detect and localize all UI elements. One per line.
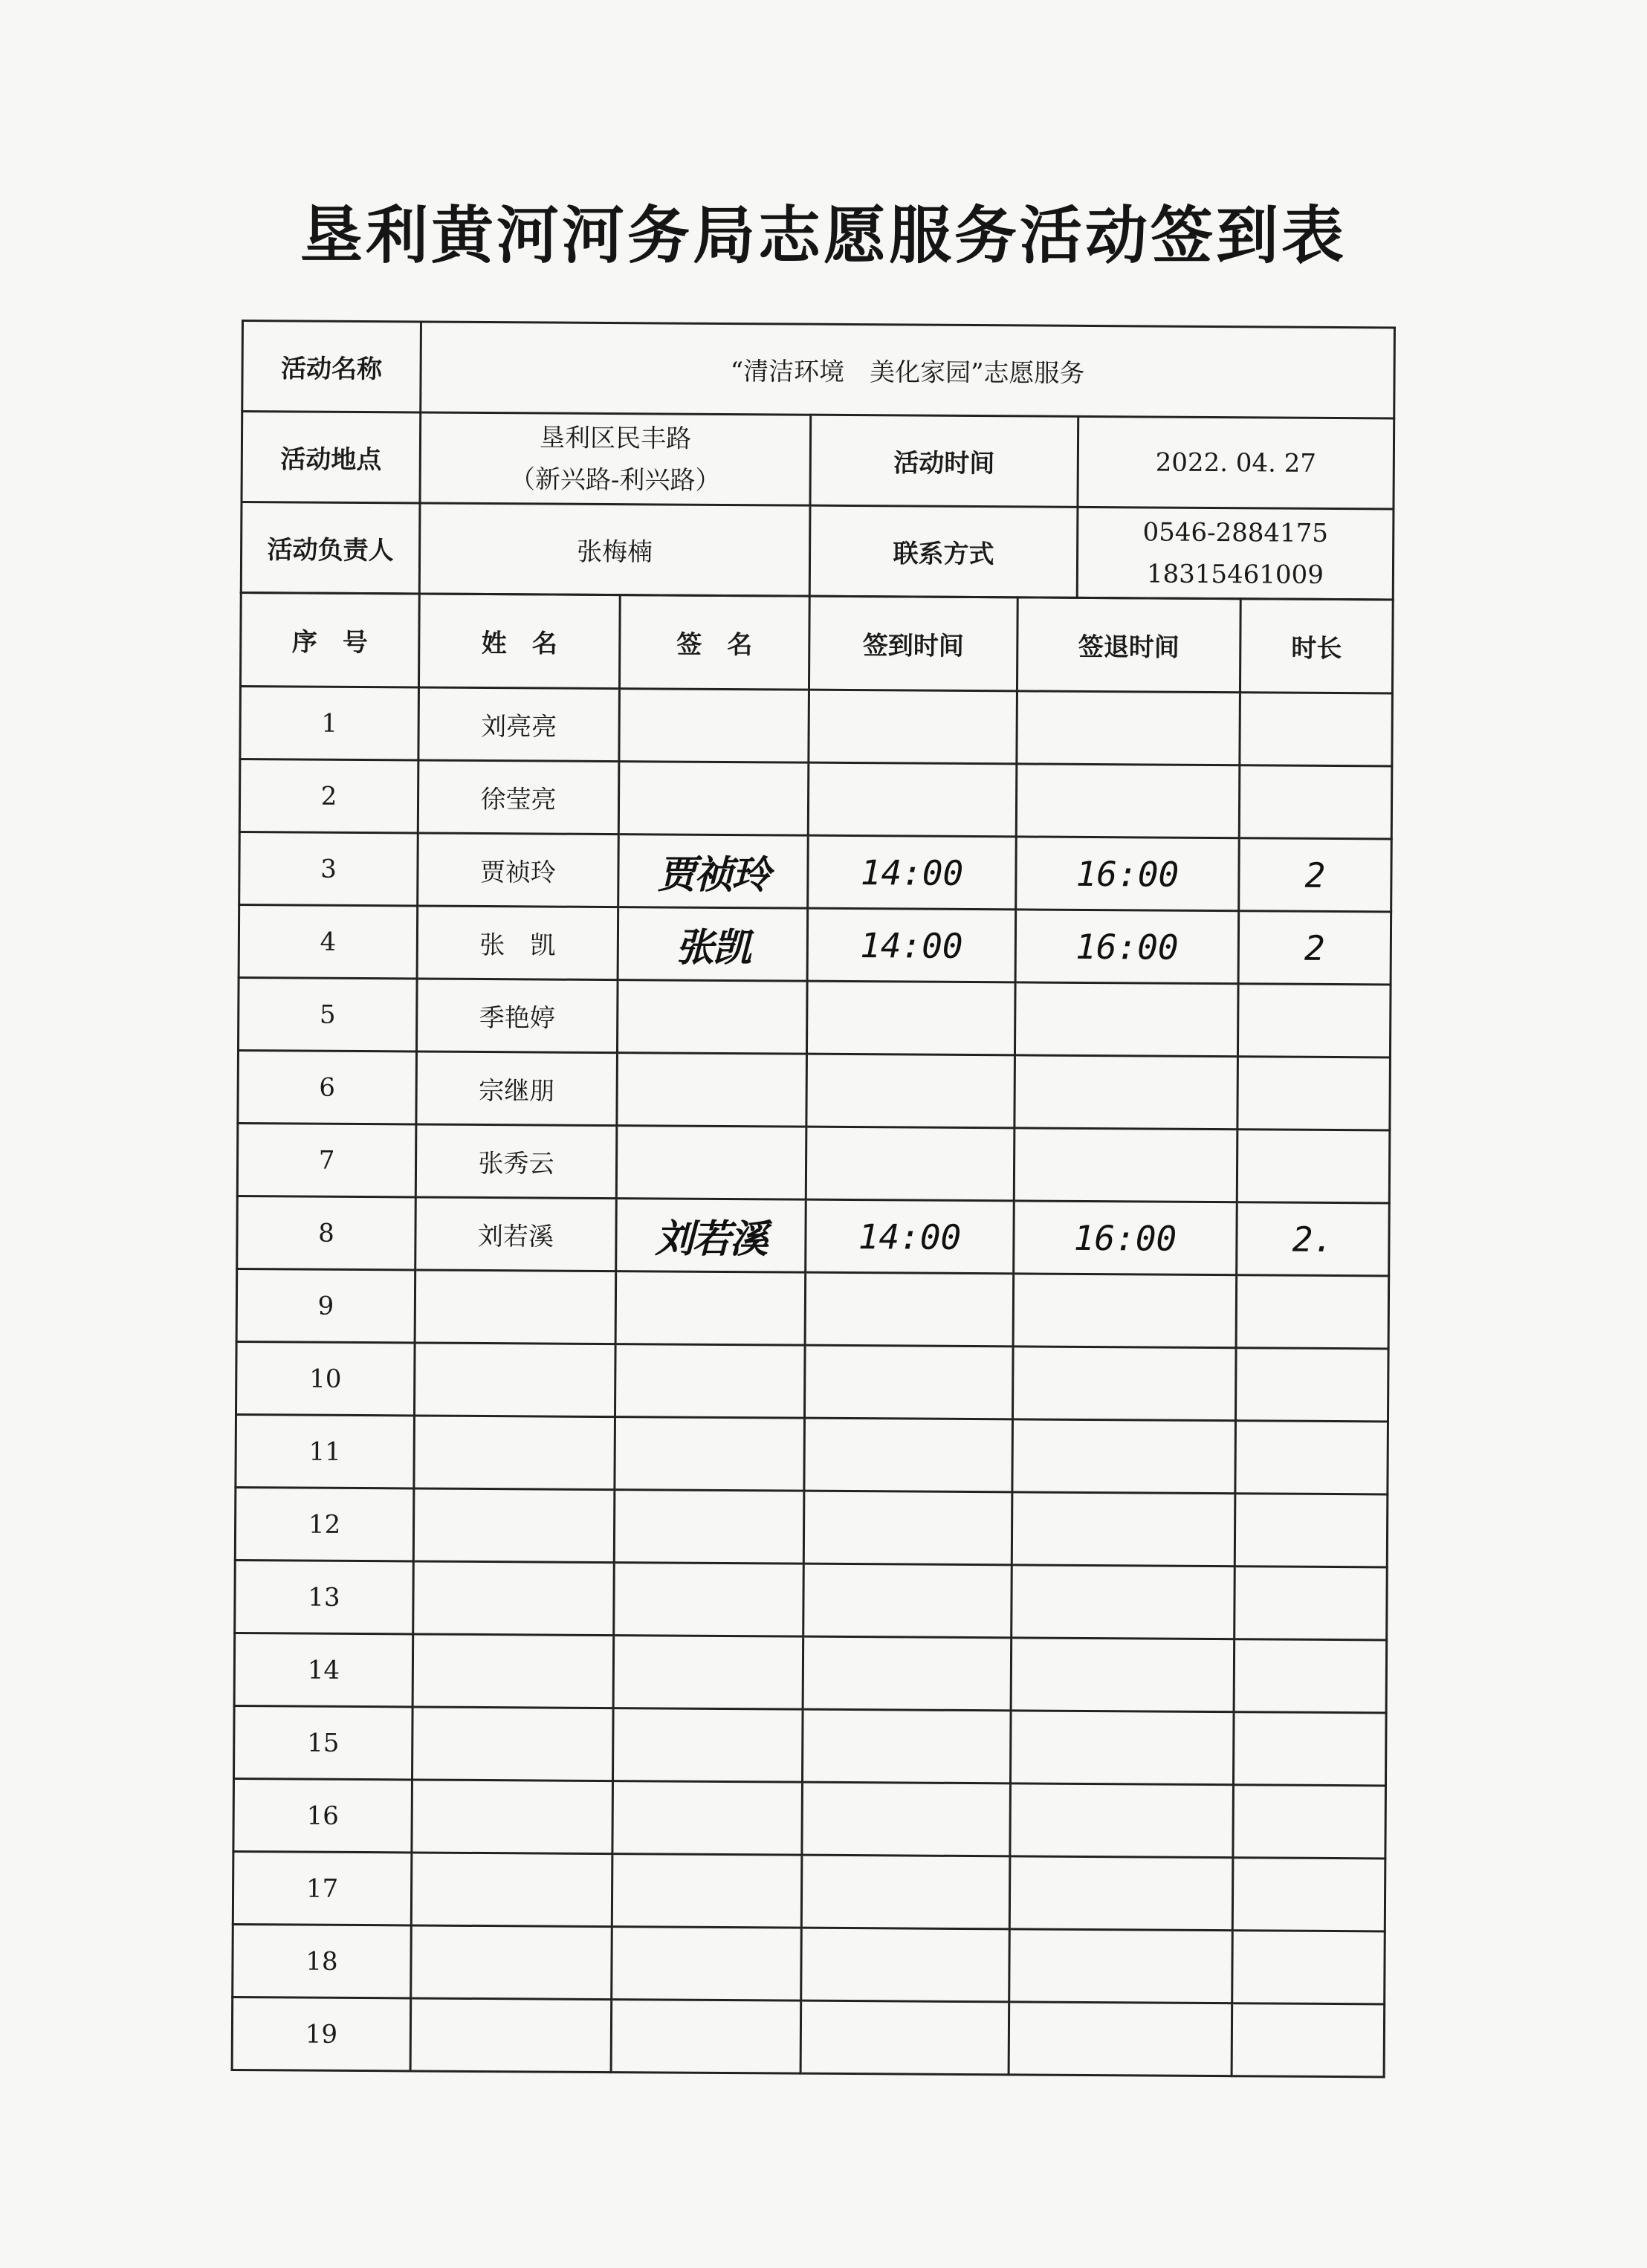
duration-cell — [1239, 765, 1392, 839]
col-header-checkout: 签退时间 — [1017, 597, 1240, 693]
contact-phone-2: 18315461009 — [1146, 558, 1324, 590]
table-row — [236, 1341, 1388, 1421]
attendance-header-row — [240, 593, 1393, 693]
checkout-time-cell — [1011, 1638, 1235, 1712]
name-cell: 季艳婷 — [416, 979, 618, 1053]
signature-cell — [614, 1563, 804, 1637]
checkout-time-cell — [1014, 1128, 1237, 1202]
checkout-time-cell — [1009, 2002, 1232, 2076]
signature-cell — [613, 1636, 803, 1710]
activity-time-value: 2022. 04. 27 — [1078, 416, 1394, 509]
col-header-name: 姓 名 — [418, 594, 620, 689]
checkin-time-cell — [806, 981, 1015, 1055]
signature-cell — [611, 2000, 801, 2074]
name-cell: 宗继朋 — [416, 1052, 618, 1126]
name-cell: 刘亮亮 — [418, 687, 620, 762]
table-row — [239, 759, 1392, 838]
activity-place-row — [242, 412, 1394, 509]
duration-cell — [1234, 1639, 1387, 1713]
checkin-time-cell — [809, 690, 1017, 764]
checkin-time-cell — [802, 1709, 1011, 1783]
signature-cell — [615, 1417, 805, 1491]
name-cell: 张秀云 — [415, 1124, 617, 1199]
checkout-time-cell — [1015, 982, 1238, 1057]
duration-cell — [1237, 984, 1391, 1057]
table-row — [238, 1050, 1391, 1130]
table-row — [236, 1414, 1388, 1494]
name-cell — [411, 1853, 612, 1927]
contact-phone-1: 0546-2884175 — [1142, 516, 1329, 548]
signature-cell — [617, 980, 807, 1054]
name-cell — [411, 1925, 612, 2000]
activity-place-value — [420, 412, 811, 505]
checkout-time-cell — [1017, 691, 1240, 765]
duration-cell — [1237, 1130, 1390, 1203]
row-number-cell: 3 — [239, 832, 418, 905]
checkout-time-cell — [1010, 1711, 1234, 1785]
checkout-time-cell — [1013, 1274, 1237, 1348]
row-number-cell: 2 — [239, 759, 418, 832]
duration-cell: 2. — [1237, 1202, 1390, 1276]
activity-leader-value: 张梅楠 — [419, 503, 810, 596]
checkin-time-cell — [805, 1272, 1014, 1347]
name-cell — [415, 1270, 616, 1344]
signin-sheet — [231, 320, 1394, 2078]
table-row — [232, 1997, 1385, 2076]
checkin-time-cell — [803, 1636, 1012, 1711]
signature-cell — [617, 1053, 807, 1127]
row-number-cell: 14 — [234, 1633, 413, 1706]
duration-cell — [1233, 1712, 1386, 1786]
checkout-time-cell: 16:00 — [1016, 837, 1240, 911]
row-number-cell: 17 — [233, 1851, 412, 1925]
duration-cell — [1235, 1348, 1388, 1422]
duration-cell — [1236, 1275, 1389, 1349]
duration-cell — [1235, 1421, 1388, 1494]
checkin-time-cell — [808, 762, 1017, 837]
row-number-cell: 15 — [234, 1705, 413, 1779]
col-header-signature: 签 名 — [619, 595, 809, 690]
checkin-time-cell: 14:00 — [806, 1199, 1015, 1274]
name-cell — [412, 1780, 613, 1854]
name-cell — [412, 1707, 614, 1781]
signature-cell — [612, 1708, 803, 1783]
name-cell — [412, 1634, 614, 1708]
table-row — [240, 686, 1393, 765]
name-cell — [414, 1343, 615, 1417]
row-number-cell: 16 — [233, 1778, 412, 1852]
col-header-no: 序 号 — [240, 593, 419, 687]
table-row — [235, 1560, 1388, 1639]
duration-cell — [1232, 2003, 1385, 2077]
duration-cell — [1240, 693, 1393, 766]
checkin-time-cell — [806, 1127, 1015, 1201]
row-number-cell: 11 — [236, 1414, 415, 1488]
name-cell — [414, 1416, 615, 1490]
row-number-cell: 6 — [238, 1050, 417, 1124]
table-row — [235, 1487, 1388, 1566]
name-cell: 徐莹亮 — [418, 760, 619, 835]
table-row — [238, 977, 1391, 1057]
table-row — [237, 1123, 1390, 1202]
info-table — [240, 320, 1396, 600]
checkin-time-cell — [804, 1345, 1013, 1419]
page-title: 垦利黄河河务局志愿服务活动签到表 — [300, 199, 1347, 272]
row-number-cell: 19 — [232, 1997, 411, 2070]
row-number-cell: 10 — [236, 1341, 415, 1415]
checkout-time-cell — [1012, 1419, 1236, 1494]
name-cell: 张 凯 — [417, 906, 618, 980]
table-row — [236, 1269, 1389, 1348]
signature-cell — [616, 1126, 806, 1200]
name-cell — [410, 1998, 612, 2073]
checkout-time-cell: 16:00 — [1015, 910, 1239, 984]
checkin-time-cell — [801, 1855, 1010, 1929]
duration-cell — [1235, 1566, 1388, 1640]
table-row — [233, 1924, 1385, 2003]
duration-cell — [1232, 1858, 1385, 1931]
checkin-time-cell — [804, 1418, 1013, 1492]
row-number-cell: 12 — [235, 1487, 414, 1561]
row-number-cell: 5 — [238, 977, 417, 1051]
duration-cell: 2 — [1239, 838, 1392, 912]
activity-time-label: 活动时间 — [810, 415, 1078, 507]
duration-cell — [1232, 1931, 1385, 2004]
name-cell: 贾祯玲 — [418, 833, 619, 907]
row-number-cell: 9 — [236, 1269, 415, 1342]
row-number-cell: 18 — [233, 1924, 412, 1998]
contact-value — [1077, 507, 1394, 600]
activity-name-value: “清洁环境 美化家园”志愿服务 — [421, 322, 1395, 418]
activity-leader-label: 活动负责人 — [241, 502, 420, 594]
signature-cell — [612, 1854, 802, 1928]
checkout-time-cell — [1010, 1783, 1234, 1858]
table-row — [237, 1196, 1390, 1275]
checkout-time-cell — [1012, 1492, 1235, 1566]
col-header-checkin: 签到时间 — [809, 596, 1017, 691]
checkin-time-cell — [803, 1491, 1012, 1565]
place-line-1: 垦利区民丰路 — [539, 422, 692, 454]
signature-cell — [618, 762, 809, 836]
checkout-time-cell — [1012, 1347, 1236, 1421]
attendance-rows — [232, 686, 1392, 2076]
checkout-time-cell — [1012, 1565, 1235, 1639]
table-row — [233, 1851, 1385, 1931]
checkin-time-cell — [801, 1928, 1010, 2002]
name-cell — [413, 1561, 615, 1636]
signature-cell — [614, 1490, 804, 1564]
duration-cell: 2 — [1238, 911, 1391, 985]
table-row — [239, 832, 1392, 911]
checkin-time-cell — [803, 1564, 1012, 1638]
checkout-time-cell — [1015, 1055, 1238, 1130]
checkout-time-cell: 16:00 — [1014, 1201, 1237, 1275]
checkin-time-cell: 14:00 — [808, 835, 1017, 910]
signature-cell — [615, 1271, 806, 1346]
checkout-time-cell — [1009, 1929, 1233, 2003]
row-number-cell: 4 — [239, 904, 418, 978]
checkin-time-cell — [806, 1054, 1015, 1128]
duration-cell — [1235, 1494, 1388, 1567]
table-row — [234, 1705, 1387, 1785]
contact-label: 联系方式 — [809, 505, 1078, 597]
row-number-cell: 8 — [237, 1196, 416, 1269]
checkout-time-cell — [1009, 1856, 1233, 1931]
checkin-time-cell — [802, 1782, 1011, 1856]
activity-leader-row — [241, 502, 1394, 600]
place-line-2: （新兴路-利兴路） — [509, 464, 721, 496]
table-row — [233, 1778, 1386, 1858]
checkout-time-cell — [1016, 764, 1240, 838]
activity-place-label: 活动地点 — [242, 412, 421, 503]
row-number-cell: 1 — [240, 686, 419, 759]
signature-cell — [619, 689, 809, 763]
attendance-table — [231, 592, 1394, 2078]
signature-cell: 贾祯玲 — [618, 835, 809, 909]
checkin-time-cell — [800, 2000, 1009, 2075]
checkin-time-cell: 14:00 — [807, 908, 1016, 982]
row-number-cell: 7 — [237, 1123, 416, 1196]
signature-cell — [612, 1781, 803, 1856]
duration-cell — [1237, 1057, 1391, 1130]
table-row — [239, 904, 1391, 984]
signature-cell: 刘若溪 — [616, 1199, 806, 1273]
name-cell — [413, 1488, 615, 1563]
col-header-duration: 时长 — [1240, 599, 1393, 693]
table-row — [234, 1633, 1387, 1712]
activity-name-label: 活动名称 — [242, 321, 421, 412]
name-cell: 刘若溪 — [415, 1197, 617, 1271]
row-number-cell: 13 — [235, 1560, 414, 1633]
signature-cell — [612, 1927, 802, 2001]
signature-cell — [615, 1344, 805, 1419]
signature-cell: 张凯 — [618, 907, 808, 982]
duration-cell — [1233, 1785, 1386, 1859]
activity-name-row — [242, 321, 1395, 418]
